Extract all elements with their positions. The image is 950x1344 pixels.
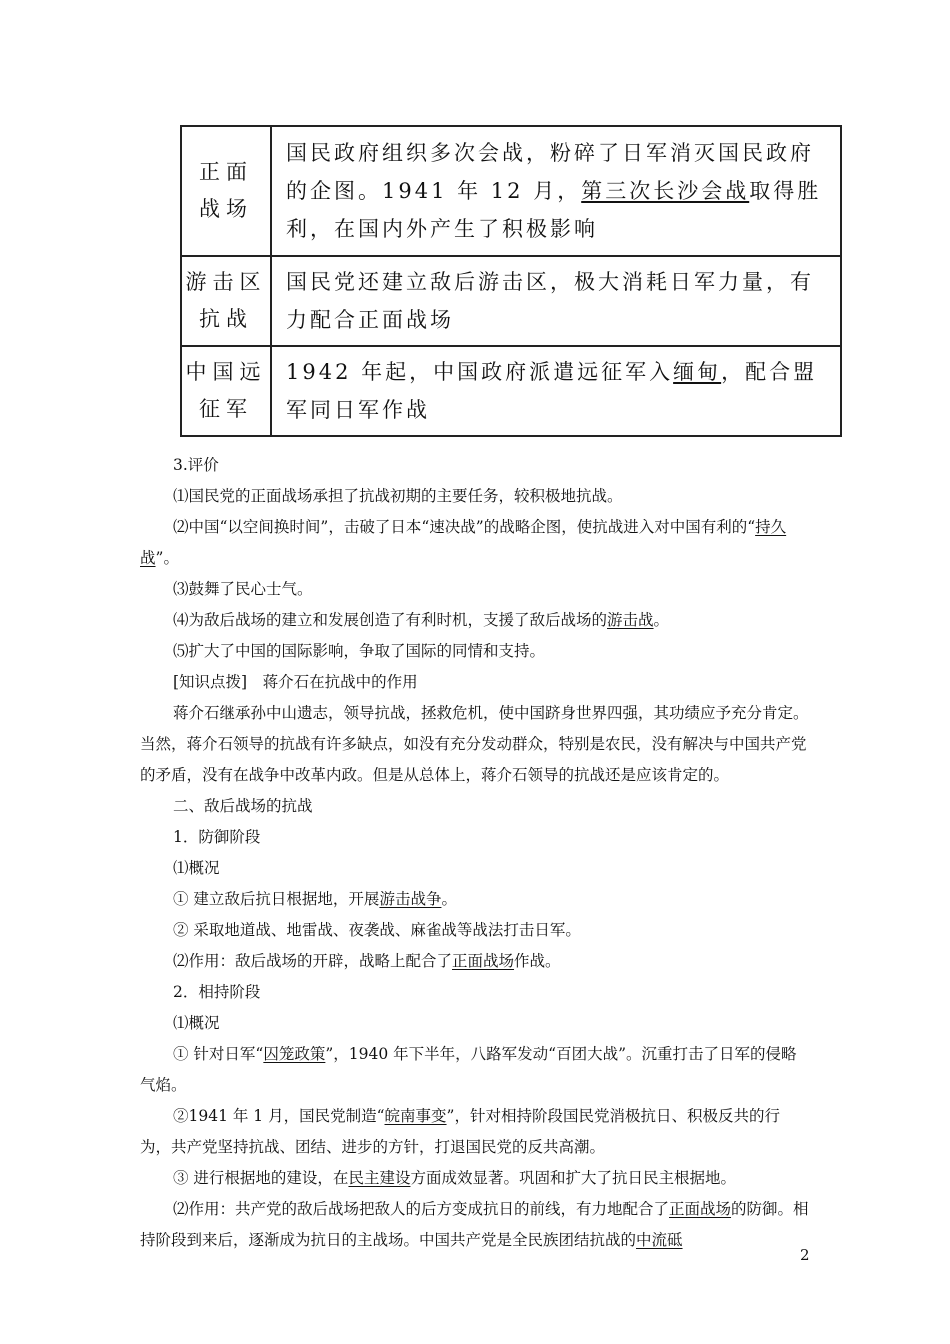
battlefield-table [180, 125, 842, 437]
paragraph: ② 采取地道战、地雷战、夜袭战、麻雀战等战法打击日军。 [173, 921, 581, 939]
key-term: 缅甸 [673, 360, 722, 384]
table-row [181, 256, 841, 346]
paragraph: ②1941 年 1 月，国民党制造“皖南事变”，针对相持阶段国民党消极抗日、积极反共的行为，共产党坚持抗战、团结、进步的方针，打退国民党的反共高潮。 [140, 1107, 780, 1156]
tip-heading: [知识点拨] 蒋介石在抗战中的作用 [173, 673, 418, 691]
subsection-heading: 1．防御阶段 [173, 828, 261, 846]
section-heading: 3.评价 [173, 456, 219, 474]
table-row [181, 126, 841, 256]
table-row [181, 346, 841, 436]
paragraph: ⑴概况 [173, 1014, 220, 1032]
section-heading: 二、敌后战场的抗战 [173, 797, 313, 815]
row-header: 正面 战场 [181, 126, 271, 256]
body-text [140, 450, 810, 1256]
row-content: 国民政府组织多次会战，粉碎了日军消灭国民政府的企图。1941 年 12 月，第三次长沙会战取得胜利，在国内外产生了积极影响 [271, 126, 841, 256]
paragraph: ⑵中国“以空间换时间”，击破了日本“速决战”的战略企图，使抗战进入对中国有利的“持久战”。 [140, 518, 787, 567]
paragraph: ⑴概况 [173, 859, 220, 877]
paragraph: ⑴国民党的正面战场承担了抗战初期的主要任务，较积极地抗战。 [173, 487, 623, 505]
paragraph: ⑵作用：共产党的敌后战场把敌人的后方变成抗日的前线，有力地配合了正面战场的防御。相持阶段到来后，逐渐成为抗日的主战场。中国共产党是全民族团结抗战的中流砥 [140, 1200, 809, 1249]
paragraph: ① 建立敌后抗日根据地，开展游击战争。 [173, 890, 457, 908]
key-term: 第三次长沙会战 [581, 179, 750, 203]
subsection-heading: 2．相持阶段 [173, 983, 261, 1001]
paragraph: ⑷为敌后战场的建立和发展创造了有利时机，支援了敌后战场的游击战。 [173, 611, 670, 629]
row-content: 国民党还建立敌后游击区，极大消耗日军力量，有力配合正面战场 [271, 256, 841, 346]
paragraph: ③ 进行根据地的建设，在民主建设方面成效显著。巩固和扩大了抗日民主根据地。 [173, 1169, 736, 1187]
row-header: 游击区 抗战 [181, 256, 271, 346]
paragraph: ⑵作用：敌后战场的开辟，战略上配合了正面战场作战。 [173, 952, 561, 970]
paragraph: 蒋介石继承孙中山遗志，领导抗战，拯救危机，使中国跻身世界四强，其功绩应予充分肯定。当然，蒋介石领导的抗战有许多缺点，如没有充分发动群众，特别是农民，没有解决与中国共产党的矛盾，没有在战争中改革内政。但是从总体上，蒋介石领导的抗战还是应该肯定的。 [140, 704, 809, 784]
row-header: 中国远 征军 [181, 346, 271, 436]
page-number: 2 [800, 1246, 810, 1264]
paragraph: ① 针对日军“囚笼政策”，1940 年下半年，八路军发动“百团大战”。沉重打击了日军的侵略气焰。 [140, 1045, 797, 1094]
paragraph: ⑸扩大了中国的国际影响，争取了国际的同情和支持。 [173, 642, 546, 660]
paragraph: ⑶鼓舞了民心士气。 [173, 580, 313, 598]
row-content: 1942 年起，中国政府派遣远征军入缅甸，配合盟军同日军作战 [271, 346, 841, 436]
